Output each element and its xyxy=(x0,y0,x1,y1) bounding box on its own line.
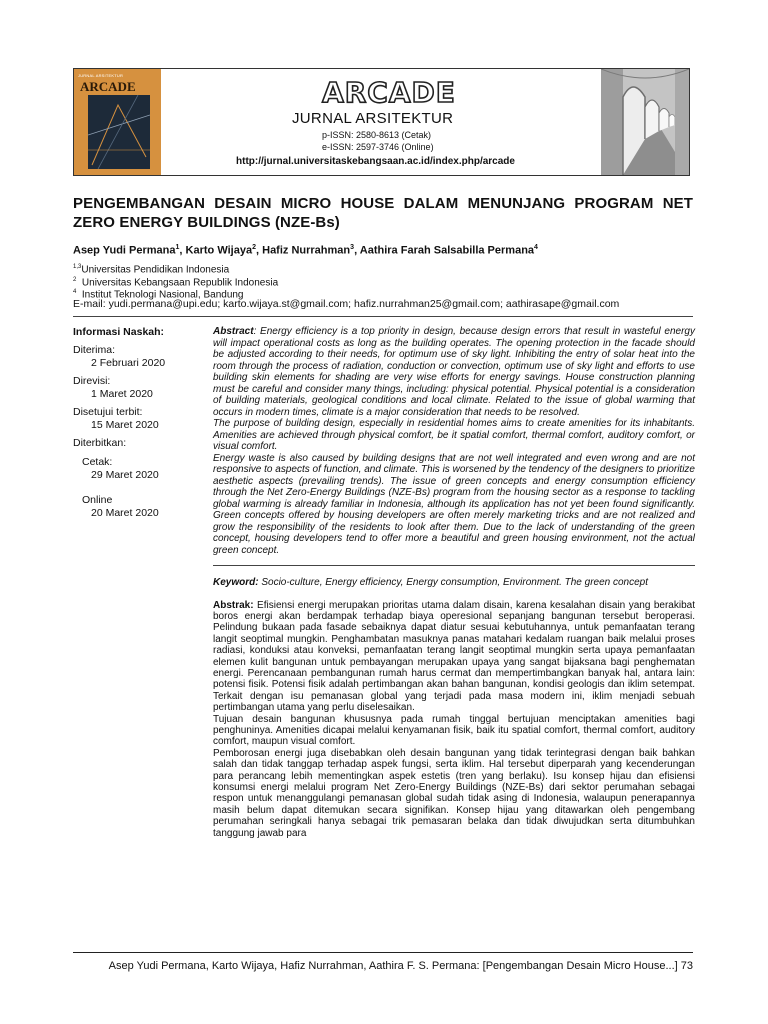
author-list xyxy=(73,244,538,257)
affiliation-sup: 2 xyxy=(73,277,77,283)
affiliation-text: Universitas Pendidikan Indonesia xyxy=(81,264,230,276)
accepted-date: 15 Maret 2020 xyxy=(91,419,159,431)
abstract-divider xyxy=(213,565,695,566)
abstract-id-paragraph: Pemborosan energi juga disebabkan oleh desain bangunan yang tidak terintegrasi dengan baik bahkan salah dan tidak tanggap terhadap aspek fungsi, serta iklim. Hal tersebut diperparah yang kecenderungan para perancang lebih mementingkan aspek estetis (tren yang berlaku). Isu konsep hijau dan efisiensi konsumsi energi melalui program Net Zero-Energy Buildings (NZE-Bs) dari sektor perumahan sebagai respon untuk menanggulangi pemanasan global sudah tidak asing di Indonesia, walaupun penerapannya masih belum dapat ditemukan secara signifikan. Konsep hijau yang ditawarkan oleh pengembang perumahan seringkali hanya sebagai trik pemasaran belaka dan tidak diwujudkan serta ditumbuhkan tanggung jawab para xyxy=(213,747,695,839)
received-date: 2 Februari 2020 xyxy=(91,357,166,369)
keywords xyxy=(213,577,695,589)
spacer xyxy=(213,589,695,600)
arcade-logo xyxy=(314,77,464,107)
author-sup: 1 xyxy=(175,244,180,251)
header-divider xyxy=(73,316,693,317)
revised-date: 1 Maret 2020 xyxy=(91,388,153,400)
abstract-id-text: Efisiensi energi merupakan prioritas utama dalam disain, karena kesalahan disain yang berakibat boros energi akan berdampak terhadap biaya operesional sepanjang bangunan tersebut beroperasi. Pelindung bukaan pada fasade sebaiknya dapat diatur sesuai kebutuhannya, untuk pemanfaatan terang langit seoptimal mungkin. Penghambatan masuknya panas matahari kedalam ruangan baik melalui proses radiasi, konduksi atau konveksi, pemanfaatan terang langit seoptimal mungkin serta upaya pemanfaatan elemen kulit bangunan untuk pembayangan merupakan upaya yang sangat bijaksana bagi penghematan energi. Perencanaan pembangunan rumah harus cermat dan mempertimbangkan banyak hal, antara lain: potensi fisik. Potensi fisik adalah pertimbangan akan bahan bangunan, kondisi geologis dan iklim setempat. Terkait dengan isu pemanasan global yang terjadi pada masa modern ini, iklim menjadi sebuah pertimbangan utama yang perlu diselesaikan. xyxy=(213,599,695,714)
online-date: 20 Maret 2020 xyxy=(91,507,159,519)
author-name: Asep Yudi Permana xyxy=(73,244,176,257)
author-separator: , xyxy=(256,244,263,257)
page-number: 73 xyxy=(677,960,693,972)
abstract-en-paragraph xyxy=(213,326,695,418)
cover-small-text: JURNAL ARSITEKTUR xyxy=(78,73,124,78)
author-separator: , xyxy=(179,244,186,257)
print-label: Cetak: xyxy=(82,456,113,468)
footer-running-title: [Pengembangan Desain Micro House...] xyxy=(479,960,678,972)
author-name: Karto Wijaya xyxy=(185,244,253,257)
abstract-en-paragraph: Energy waste is also caused by building designs that are not well integrated and even wrong and are not responsive to aspects of function, and climate. This is worsened by the tendency of the designers to prioritize aesthetic aspects (prevailing trends). The issue of green concepts and energy consumption efficiency through the Net Zero-Energy Buildings (NZE-Bs) program from the housing sector as a response to tackling global warming is already familiar in Indonesia, although its application has not yet been found significantly. Green concepts offered by housing developers are often merely marketing tricks and are not realized and grow the responsibility of the residents to look after them. Due to the lack of understanding of the green concept, housing developers tend to offer more a beautiful and green housing environment, not the actual green concept. xyxy=(213,452,695,556)
svg-text:ARCADE: ARCADE xyxy=(322,77,456,107)
info-heading: Informasi Naskah: xyxy=(73,326,165,338)
received-label: Diterima: xyxy=(73,344,116,356)
published-label: Diterbitkan: xyxy=(73,437,127,449)
affiliation-sup: 1,3 xyxy=(73,264,82,270)
abstract-column xyxy=(213,326,695,839)
abstract-id-paragraph: Tujuan desain bangunan khususnya pada rumah tinggal bertujuan menciptakan amenities bagi penghuninya. Amenities dicapai melalui kenyamanan fisik, baik itu spatial comfort, thermal comfort, auditory comfort, maupun visual comfort. xyxy=(213,713,695,748)
journal-masthead xyxy=(73,68,690,176)
cover-title: ARCADE xyxy=(80,79,136,94)
author-separator: , xyxy=(354,244,360,257)
author-sup: 4 xyxy=(534,244,538,251)
abstract-en-label: Abstract xyxy=(213,326,254,337)
journal-url[interactable]: http://jurnal.universitaskebangsaan.ac.id/index.php/arcade xyxy=(236,156,515,167)
footer-divider xyxy=(73,952,693,953)
cover-image-panel xyxy=(88,95,150,169)
article-title: PENGEMBANGAN DESAIN MICRO HOUSE DALAM MENUNJANG PROGRAM NET ZERO ENERGY BUILDINGS (NZE-Bs) xyxy=(73,195,693,231)
manuscript-info xyxy=(73,326,203,520)
affiliation-text: Institut Teknologi Nasional, Bandung xyxy=(81,289,244,301)
page-footer xyxy=(109,960,693,972)
keywords-label: Keyword: xyxy=(213,577,259,588)
print-date: 29 Maret 2020 xyxy=(91,469,159,481)
affiliation-sup: 4 xyxy=(73,289,77,295)
accepted-label: Disetujui terbit: xyxy=(73,406,143,418)
online-label: Online xyxy=(82,494,113,506)
affiliation-text: Universitas Kebangsaan Republik Indonesia xyxy=(81,277,279,289)
journal-name: JURNAL ARSITEKTUR xyxy=(292,110,454,127)
arcade-corridor-photo xyxy=(601,69,689,175)
author-name: Aathira Farah Salsabilla Permana xyxy=(359,244,535,257)
online-issn: e-ISSN: 2597-3746 (Online) xyxy=(322,142,434,152)
journal-cover-thumbnail xyxy=(74,69,161,175)
abstract-en-text: : Energy efficiency is a top priority in design, because design errors that result in wasteful energy will impact operational costs as long as the building operates. The opening protection in the facade should be adjusted according to their needs, for optimum use of sky light. Inhibiting the entry of solar heat into the room through the process of radiation, conduction or convection, optimum use of sky light and efforts to use building skin elements for shading are very wise efforts for energy savings. House construction planning must be careful and consider many things, including: physical potential. Physical potential is a consideration of building materials, geological conditions and local climate. Related to the issue of global warming that occurs in modern times, climate is a major consideration that needs to be resolved. xyxy=(213,326,695,418)
abstract-id-label: Abstrak: xyxy=(213,599,254,611)
author-sup: 2 xyxy=(252,244,256,251)
author-sup: 3 xyxy=(350,244,355,251)
keywords-text: Socio-culture, Energy efficiency, Energy consumption, Environment. The green concept xyxy=(258,577,649,588)
footer-authors: Asep Yudi Permana, Karto Wijaya, Hafiz Nurrahman, Aathira F. S. Permana: xyxy=(108,960,480,972)
author-name: Hafiz Nurrahman xyxy=(262,244,351,257)
author-emails[interactable]: E-mail: yudi.permana@upi.edu; karto.wijaya.st@gmail.com; hafiz.nurrahman25@gmail.com; aathirasape@gmail.com xyxy=(73,298,620,310)
revised-label: Direvisi: xyxy=(73,375,111,387)
abstract-id-paragraph xyxy=(213,600,695,714)
abstract-en-paragraph: The purpose of building design, especially in residential homes aims to create amenities for its inhabitants. Amenities are achieved through physical comfort, be it spatial comfort, thermal comfort, auditory comfort, or visual comfort. xyxy=(213,418,695,452)
print-issn: p-ISSN: 2580-8613 (Cetak) xyxy=(322,130,432,140)
